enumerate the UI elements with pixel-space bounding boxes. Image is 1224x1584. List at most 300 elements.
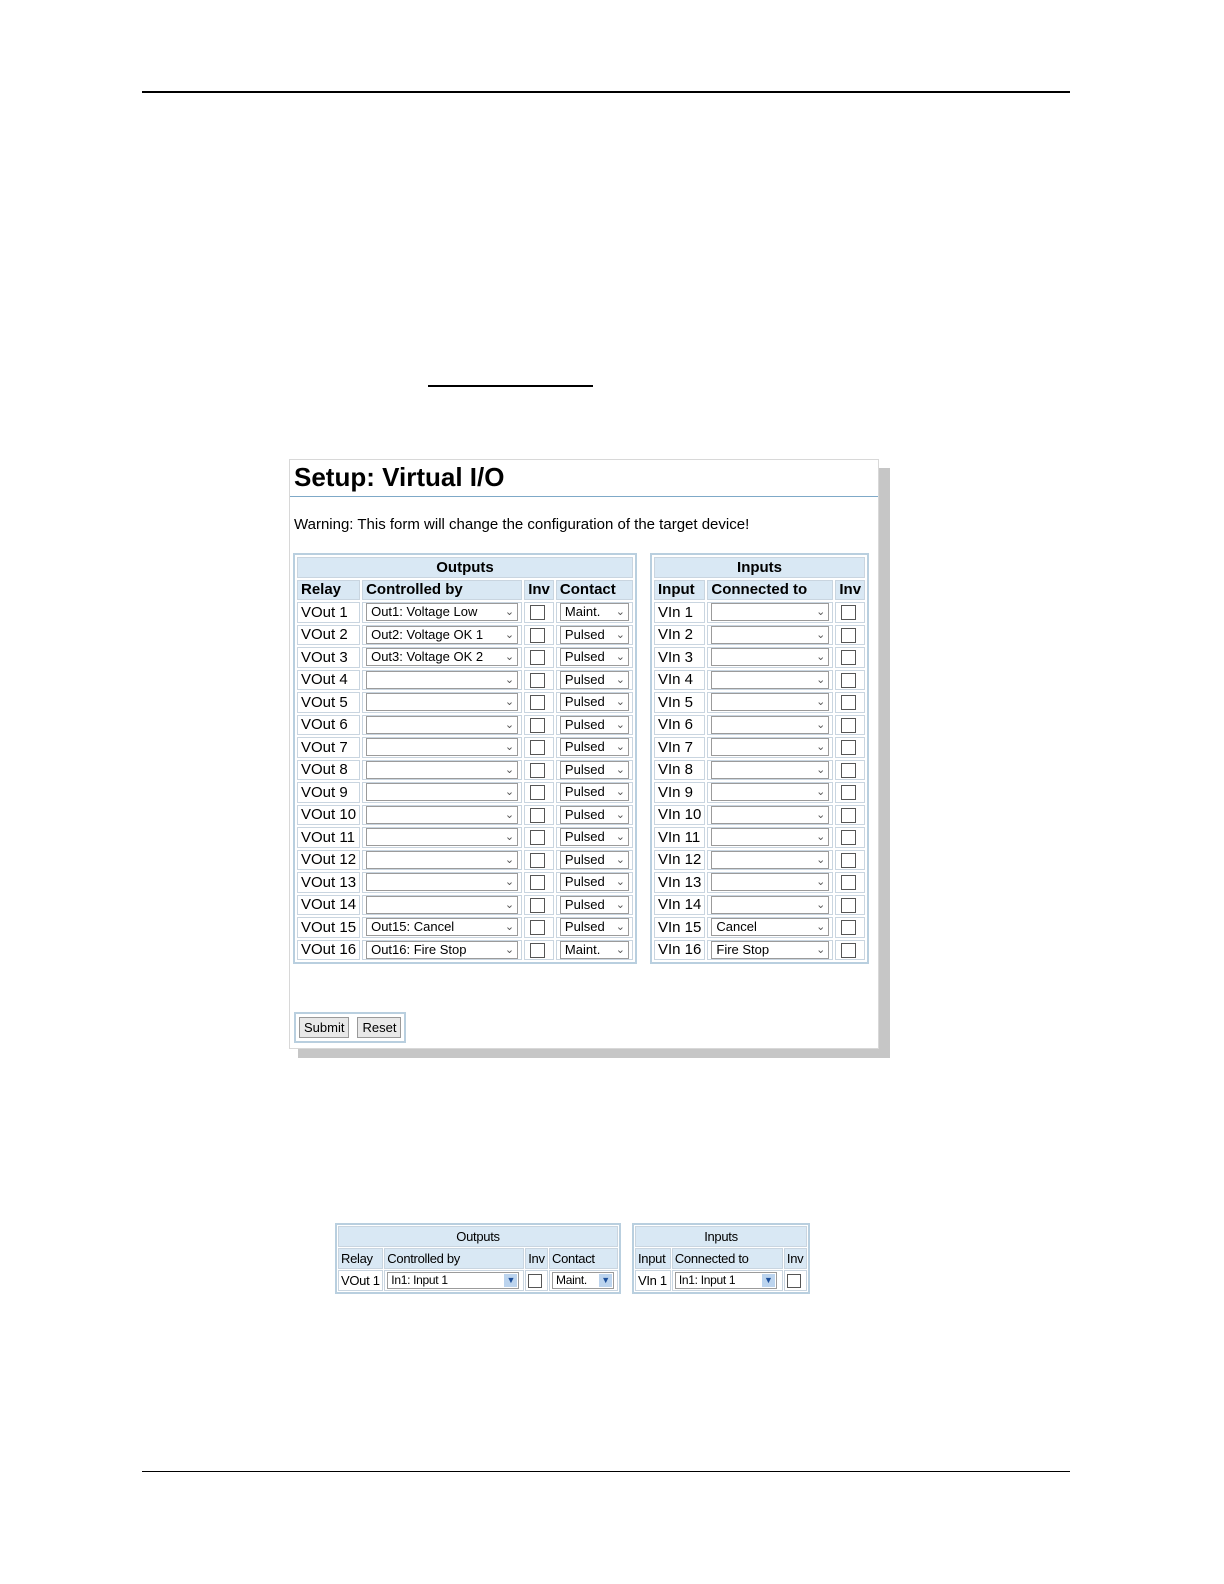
- output-inv-checkbox[interactable]: [530, 650, 545, 665]
- chevron-down-icon: ⌄: [615, 808, 625, 821]
- inputs-inv-cell: [835, 940, 865, 961]
- contact-select-value: Pulsed: [564, 649, 605, 665]
- controlled-by-select[interactable]: [366, 828, 518, 846]
- connected-to-cell: [707, 782, 833, 803]
- chevron-down-icon: ▼: [504, 1274, 517, 1287]
- contact-cell: [556, 715, 633, 736]
- output-inv-checkbox[interactable]: [530, 898, 545, 913]
- controlled-by-cell: [362, 625, 522, 646]
- example-relay-header: Relay: [338, 1248, 383, 1269]
- submit-button[interactable]: Submit: [299, 1017, 349, 1038]
- controlled-by-select[interactable]: [366, 671, 518, 689]
- controlled-by-select-value: Out15: Cancel: [371, 919, 455, 935]
- contact-cell: [556, 602, 633, 623]
- output-inv-checkbox[interactable]: [530, 875, 545, 890]
- chevron-down-icon: ⌄: [504, 606, 515, 619]
- chevron-down-icon: ⌄: [615, 831, 625, 844]
- controlled-by-select-value: Out1: Voltage Low: [371, 604, 478, 620]
- example-input-header: Input: [635, 1248, 671, 1269]
- input-row: [654, 625, 865, 646]
- input-cell: VIn 15: [654, 917, 705, 938]
- connected-to-cell: [707, 602, 833, 623]
- controlled-by-select[interactable]: [366, 941, 518, 959]
- inputs-inv-cell: [835, 715, 865, 736]
- input-row: [654, 872, 865, 893]
- example-controlled-by-header: Controlled by: [384, 1248, 524, 1269]
- inputs-inv-cell: [835, 827, 865, 848]
- chevron-down-icon: ⌄: [615, 606, 625, 619]
- connected-to-select[interactable]: [711, 873, 829, 891]
- contact-cell: [556, 692, 633, 713]
- chevron-down-icon: ⌄: [816, 718, 826, 731]
- input-cell: VIn 5: [654, 692, 705, 713]
- contact-cell: [556, 872, 633, 893]
- connected-to-select[interactable]: [711, 716, 829, 734]
- inv-cell: [524, 625, 554, 646]
- chevron-down-icon: ⌄: [615, 898, 625, 911]
- connected-to-select[interactable]: [711, 738, 829, 756]
- output-row: [297, 895, 633, 916]
- contact-select-value: Pulsed: [564, 851, 605, 867]
- inv-header: Inv: [524, 580, 554, 601]
- inv-cell: [524, 895, 554, 916]
- chevron-down-icon: ⌄: [615, 763, 625, 776]
- relay-cell: VOut 16: [297, 940, 360, 961]
- chevron-down-icon: ⌄: [816, 898, 826, 911]
- input-row: [654, 715, 865, 736]
- output-row: [297, 625, 633, 646]
- connected-to-cell: [707, 715, 833, 736]
- relay-cell: VOut 2: [297, 625, 360, 646]
- output-row: [297, 692, 633, 713]
- input-inv-checkbox[interactable]: [841, 853, 856, 868]
- chevron-down-icon: ⌄: [504, 673, 515, 686]
- input-row: [654, 760, 865, 781]
- connected-to-select-value: Fire Stop: [716, 941, 770, 957]
- chevron-down-icon: ⌄: [816, 673, 826, 686]
- chevron-down-icon: ⌄: [615, 741, 625, 754]
- chevron-down-icon: ⌄: [816, 741, 826, 754]
- connected-to-select[interactable]: [711, 918, 829, 936]
- controlled-by-select-value: Out3: Voltage OK 2: [371, 649, 484, 665]
- output-inv-checkbox[interactable]: [530, 718, 545, 733]
- inv-cell: [524, 647, 554, 668]
- input-cell: VIn 2: [654, 625, 705, 646]
- underline-rule: [428, 385, 593, 387]
- input-inv-checkbox[interactable]: [841, 740, 856, 755]
- relay-cell: VOut 11: [297, 827, 360, 848]
- output-row: [297, 850, 633, 871]
- relay-cell: VOut 1: [297, 602, 360, 623]
- output-row: [297, 670, 633, 691]
- relay-cell: VOut 3: [297, 647, 360, 668]
- example-connected-to-header: Connected to: [672, 1248, 783, 1269]
- output-row: [297, 602, 633, 623]
- header-rule: [142, 91, 1070, 93]
- chevron-down-icon: ⌄: [615, 921, 625, 934]
- chevron-down-icon: ⌄: [816, 786, 826, 799]
- connected-to-select[interactable]: [711, 648, 829, 666]
- connected-to-cell: [707, 827, 833, 848]
- controlled-by-cell: [362, 940, 522, 961]
- inputs-inv-cell: [835, 850, 865, 871]
- input-inv-checkbox[interactable]: [841, 943, 856, 958]
- chevron-down-icon: ⌄: [816, 808, 826, 821]
- outputs-table: [293, 553, 637, 964]
- connected-to-cell: [707, 805, 833, 826]
- relay-cell: VOut 15: [297, 917, 360, 938]
- input-inv-checkbox[interactable]: [841, 898, 856, 913]
- example-outputs: [335, 1223, 621, 1294]
- relay-cell: VOut 8: [297, 760, 360, 781]
- footer-rule: [142, 1471, 1070, 1472]
- chevron-down-icon: ⌄: [816, 651, 826, 664]
- contact-cell: [556, 805, 633, 826]
- contact-select-value: Pulsed: [564, 806, 605, 822]
- connected-to-cell: [707, 872, 833, 893]
- inputs-inv-cell: [835, 625, 865, 646]
- example-output-inv-checkbox[interactable]: [528, 1274, 542, 1288]
- output-inv-checkbox[interactable]: [530, 785, 545, 800]
- connected-to-cell: [707, 647, 833, 668]
- input-row: [654, 782, 865, 803]
- controlled-by-select[interactable]: [366, 761, 518, 779]
- input-inv-checkbox[interactable]: [841, 718, 856, 733]
- virtual-io-panel: [289, 459, 879, 1049]
- output-inv-checkbox[interactable]: [530, 853, 545, 868]
- inputs-inv-cell: [835, 782, 865, 803]
- output-row: [297, 827, 633, 848]
- input-cell: VIn 16: [654, 940, 705, 961]
- output-row: [297, 737, 633, 758]
- form-buttons: [294, 1012, 406, 1043]
- input-cell: VIn 14: [654, 895, 705, 916]
- contact-select[interactable]: [560, 896, 629, 914]
- controlled-by-cell: [362, 782, 522, 803]
- inputs-group-header: Inputs: [654, 557, 865, 578]
- controlled-by-cell: [362, 670, 522, 691]
- contact-select[interactable]: [560, 626, 629, 644]
- controlled-by-select[interactable]: [366, 851, 518, 869]
- chevron-down-icon: ⌄: [816, 921, 826, 934]
- example-connected-to-select[interactable]: In1: Input 1 ▼: [675, 1272, 777, 1289]
- contact-select-value: Pulsed: [564, 896, 605, 912]
- input-cell: VIn 7: [654, 737, 705, 758]
- chevron-down-icon: ⌄: [615, 943, 625, 956]
- controlled-by-select[interactable]: [366, 716, 518, 734]
- contact-cell: [556, 895, 633, 916]
- input-inv-checkbox[interactable]: [841, 650, 856, 665]
- output-inv-checkbox[interactable]: [530, 808, 545, 823]
- input-row: [654, 805, 865, 826]
- connected-to-cell: [707, 940, 833, 961]
- input-inv-checkbox[interactable]: [841, 695, 856, 710]
- connected-to-cell: [707, 917, 833, 938]
- chevron-down-icon: ⌄: [816, 876, 826, 889]
- controlled-by-select[interactable]: [366, 806, 518, 824]
- connected-to-select[interactable]: [711, 671, 829, 689]
- output-row: [297, 917, 633, 938]
- chevron-down-icon: ⌄: [615, 696, 625, 709]
- controlled-by-select[interactable]: [366, 873, 518, 891]
- contact-cell: [556, 647, 633, 668]
- contact-select[interactable]: [560, 851, 629, 869]
- input-row: [654, 692, 865, 713]
- inputs-inv-cell: [835, 895, 865, 916]
- inputs-inv-header: Inv: [835, 580, 865, 601]
- input-row: [654, 917, 865, 938]
- output-inv-checkbox[interactable]: [530, 673, 545, 688]
- relay-cell: VOut 6: [297, 715, 360, 736]
- input-inv-checkbox[interactable]: [841, 763, 856, 778]
- input-inv-checkbox[interactable]: [841, 628, 856, 643]
- warning-message: Warning: This form will change the configuration of the target device!: [294, 516, 750, 533]
- inv-cell: [524, 872, 554, 893]
- output-inv-checkbox[interactable]: [530, 943, 545, 958]
- connected-to-select[interactable]: [711, 603, 829, 621]
- inv-cell: [524, 782, 554, 803]
- contact-header: Contact: [556, 580, 633, 601]
- inv-cell: [524, 940, 554, 961]
- connected-to-select[interactable]: [711, 806, 829, 824]
- connected-to-select[interactable]: [711, 941, 829, 959]
- input-cell: VIn 3: [654, 647, 705, 668]
- contact-cell: [556, 670, 633, 691]
- connected-to-select[interactable]: [711, 783, 829, 801]
- inv-cell: [524, 670, 554, 691]
- example-output-row: [338, 1270, 618, 1291]
- controlled-by-cell: [362, 872, 522, 893]
- contact-select[interactable]: [560, 693, 629, 711]
- reset-button[interactable]: Reset: [357, 1017, 401, 1038]
- output-inv-checkbox[interactable]: [530, 763, 545, 778]
- contact-select[interactable]: [560, 648, 629, 666]
- input-inv-checkbox[interactable]: [841, 673, 856, 688]
- inputs-table: [650, 553, 869, 964]
- example-inputs-inv-header: Inv: [784, 1248, 807, 1269]
- contact-select[interactable]: [560, 828, 629, 846]
- page-title: Setup: Virtual I/O: [294, 462, 505, 492]
- contact-select-value: Pulsed: [564, 694, 605, 710]
- contact-select-value: Pulsed: [564, 829, 605, 845]
- outputs-group-header: Outputs: [297, 557, 633, 578]
- output-row: [297, 782, 633, 803]
- inv-cell: [524, 737, 554, 758]
- connected-to-cell: [707, 760, 833, 781]
- contact-select[interactable]: [560, 783, 629, 801]
- chevron-down-icon: ⌄: [504, 943, 515, 956]
- connected-to-select[interactable]: [711, 693, 829, 711]
- controlled-by-cell: [362, 805, 522, 826]
- inv-cell: [524, 692, 554, 713]
- example-contact-select[interactable]: Maint. ▼: [552, 1272, 614, 1289]
- chevron-down-icon: ⌄: [615, 786, 625, 799]
- relay-cell: VOut 13: [297, 872, 360, 893]
- contact-select[interactable]: [560, 603, 629, 621]
- example-input-row: [635, 1270, 807, 1291]
- connected-to-cell: [707, 737, 833, 758]
- input-cell: VIn 10: [654, 805, 705, 826]
- chevron-down-icon: ⌄: [615, 718, 625, 731]
- input-inv-checkbox[interactable]: [841, 785, 856, 800]
- connected-to-cell: [707, 670, 833, 691]
- controlled-by-cell: [362, 895, 522, 916]
- controlled-by-select-value: Out16: Fire Stop: [371, 941, 467, 957]
- chevron-down-icon: ⌄: [816, 853, 826, 866]
- contact-select[interactable]: [560, 761, 629, 779]
- input-row: [654, 827, 865, 848]
- relay-cell: VOut 7: [297, 737, 360, 758]
- input-cell: VIn 9: [654, 782, 705, 803]
- chevron-down-icon: ⌄: [504, 921, 515, 934]
- connected-to-select[interactable]: [711, 761, 829, 779]
- input-cell: VIn 6: [654, 715, 705, 736]
- chevron-down-icon: ⌄: [504, 898, 515, 911]
- output-inv-checkbox[interactable]: [530, 920, 545, 935]
- example-contact-header: Contact: [549, 1248, 618, 1269]
- chevron-down-icon: ⌄: [504, 876, 515, 889]
- input-row: [654, 940, 865, 961]
- inv-cell: [524, 917, 554, 938]
- output-row: [297, 872, 633, 893]
- output-inv-checkbox[interactable]: [530, 830, 545, 845]
- controlled-by-select[interactable]: [366, 783, 518, 801]
- example-outputs-table: [335, 1223, 621, 1294]
- chevron-down-icon: ⌄: [504, 628, 515, 641]
- contact-select-value: Pulsed: [564, 784, 605, 800]
- contact-select[interactable]: [560, 671, 629, 689]
- contact-select-value: Maint.: [564, 941, 601, 957]
- output-inv-checkbox[interactable]: [530, 695, 545, 710]
- controlled-by-select[interactable]: [366, 648, 518, 666]
- chevron-down-icon: ⌄: [504, 786, 515, 799]
- input-cell: VIn 1: [654, 602, 705, 623]
- controlled-by-select-value: Out2: Voltage OK 1: [371, 626, 484, 642]
- contact-cell: [556, 737, 633, 758]
- input-cell: VIn 13: [654, 872, 705, 893]
- chevron-down-icon: ▼: [762, 1274, 775, 1287]
- contact-cell: [556, 827, 633, 848]
- output-inv-checkbox[interactable]: [530, 628, 545, 643]
- chevron-down-icon: ⌄: [504, 853, 515, 866]
- contact-select-value: Pulsed: [564, 626, 605, 642]
- connected-to-cell: [707, 895, 833, 916]
- input-row: [654, 670, 865, 691]
- input-inv-checkbox[interactable]: [841, 830, 856, 845]
- example-inputs-header: Inputs: [635, 1226, 807, 1247]
- controlled-by-cell: [362, 850, 522, 871]
- relay-cell: VOut 12: [297, 850, 360, 871]
- inputs-inv-cell: [835, 737, 865, 758]
- connected-to-select[interactable]: [711, 896, 829, 914]
- example-input-inv-checkbox[interactable]: [787, 1274, 801, 1288]
- controlled-by-cell: [362, 602, 522, 623]
- contact-select[interactable]: [560, 716, 629, 734]
- contact-select-value: Pulsed: [564, 739, 605, 755]
- controlled-by-cell: [362, 647, 522, 668]
- connected-to-select-value: Cancel: [716, 919, 757, 935]
- output-inv-checkbox[interactable]: [530, 740, 545, 755]
- chevron-down-icon: ⌄: [816, 696, 826, 709]
- relay-cell: VOut 14: [297, 895, 360, 916]
- connected-to-cell: [707, 625, 833, 646]
- chevron-down-icon: ⌄: [504, 808, 515, 821]
- controlled-by-select[interactable]: [366, 918, 518, 936]
- inputs-inv-cell: [835, 917, 865, 938]
- controlled-by-cell: [362, 715, 522, 736]
- input-cell: VIn 11: [654, 827, 705, 848]
- contact-cell: [556, 850, 633, 871]
- connected-to-header: Connected to: [707, 580, 833, 601]
- inputs-inv-cell: [835, 805, 865, 826]
- relay-cell: VOut 5: [297, 692, 360, 713]
- contact-select[interactable]: [560, 941, 629, 959]
- example-outputs-header: Outputs: [338, 1226, 618, 1247]
- chevron-down-icon: ⌄: [504, 741, 515, 754]
- input-cell: VIn 12: [654, 850, 705, 871]
- connected-to-select[interactable]: [711, 626, 829, 644]
- inv-cell: [524, 850, 554, 871]
- controlled-by-select[interactable]: [366, 626, 518, 644]
- input-inv-checkbox[interactable]: [841, 808, 856, 823]
- input-cell: VIn 4: [654, 670, 705, 691]
- contact-select-value: Pulsed: [564, 761, 605, 777]
- chevron-down-icon: ⌄: [504, 718, 515, 731]
- output-row: [297, 715, 633, 736]
- contact-select[interactable]: [560, 806, 629, 824]
- input-inv-checkbox[interactable]: [841, 920, 856, 935]
- contact-cell: [556, 782, 633, 803]
- controlled-by-select[interactable]: [366, 738, 518, 756]
- contact-select[interactable]: [560, 873, 629, 891]
- controlled-by-select[interactable]: [366, 693, 518, 711]
- controlled-by-select[interactable]: [366, 603, 518, 621]
- controlled-by-cell: [362, 917, 522, 938]
- chevron-down-icon: ⌄: [615, 853, 625, 866]
- input-inv-checkbox[interactable]: [841, 875, 856, 890]
- contact-cell: [556, 625, 633, 646]
- inputs-inv-cell: [835, 760, 865, 781]
- contact-select-value: Maint.: [564, 604, 601, 620]
- chevron-down-icon: ⌄: [615, 651, 625, 664]
- chevron-down-icon: ⌄: [504, 696, 515, 709]
- connected-to-select[interactable]: [711, 851, 829, 869]
- input-inv-checkbox[interactable]: [841, 605, 856, 620]
- contact-select-value: Pulsed: [564, 919, 605, 935]
- relay-cell: VOut 10: [297, 805, 360, 826]
- connected-to-cell: [707, 850, 833, 871]
- example-inputs: [632, 1223, 810, 1294]
- input-cell: VIn 8: [654, 760, 705, 781]
- inv-cell: [524, 715, 554, 736]
- output-row: [297, 805, 633, 826]
- chevron-down-icon: ⌄: [615, 673, 625, 686]
- chevron-down-icon: ▼: [599, 1274, 612, 1287]
- output-inv-checkbox[interactable]: [530, 605, 545, 620]
- inv-cell: [524, 827, 554, 848]
- chevron-down-icon: ⌄: [816, 943, 826, 956]
- contact-select[interactable]: [560, 738, 629, 756]
- example-controlled-by-select[interactable]: In1: Input 1 ▼: [387, 1272, 519, 1289]
- example-inv-header: Inv: [525, 1248, 548, 1269]
- controlled-by-select[interactable]: [366, 896, 518, 914]
- input-row: [654, 895, 865, 916]
- contact-select[interactable]: [560, 918, 629, 936]
- chevron-down-icon: ⌄: [816, 606, 826, 619]
- connected-to-select[interactable]: [711, 828, 829, 846]
- example-inputs-table: [632, 1223, 810, 1294]
- inputs-inv-cell: [835, 647, 865, 668]
